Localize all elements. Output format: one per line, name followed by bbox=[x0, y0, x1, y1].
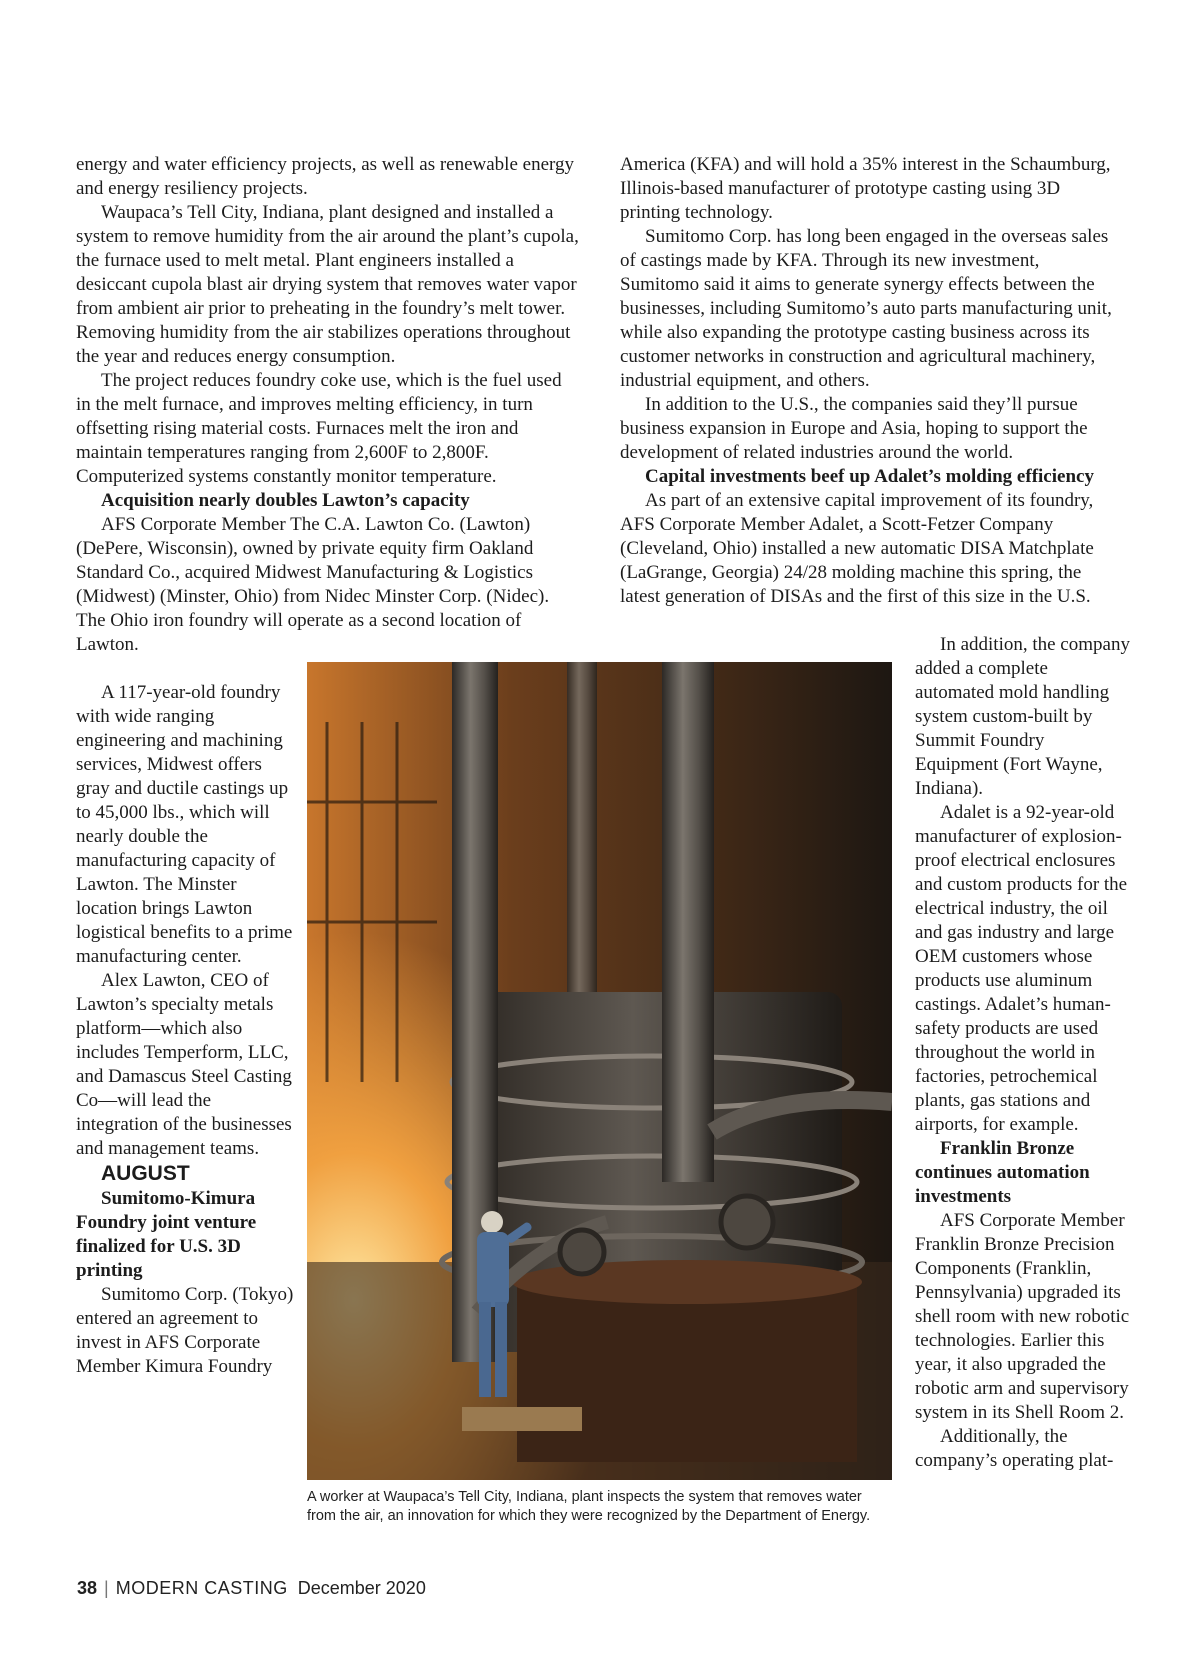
body-paragraph: Waupaca’s Tell City, Indiana, plant designed and installed a system to remove humidity from the air around the plant’s cupola, the furnace used to melt metal. Plant engineers installed a desiccant cupola blast air drying system that removes water vapor from ambient air prior to preheating in the foundry’s melt tower. Removing humidity from the air stabilizes operations throughout the year and reduces energy consumption. bbox=[76, 202, 579, 367]
body-paragraph: AFS Corporate Member The C.A. Lawton Co. (Lawton) (DePere, Wisconsin), owned by private equity firm Oakland Standard Co., acquired Midwest Manufacturing & Logistics (Midwest) (Minster, Ohio) from Nidec Minster Corp. (Nidec). The Ohio iron foundry will operate as a second location of Lawton. bbox=[76, 514, 550, 655]
body-paragraph: The project reduces foundry coke use, which is the fuel used in the melt furnace, and improves melting efficiency, in turn offsetting rising material costs. Furnaces melt the iron and maintain temperatures ranging from 2,600F to 2,800F. Computerized systems constantly monitor temperature. bbox=[76, 370, 562, 487]
photo-caption: A worker at Waupaca’s Tell City, Indiana, plant inspects the system that removes water from the air, an innovation for which they were recognized by the Department of Energy. bbox=[307, 1489, 871, 1524]
body-paragraph: Sumitomo Corp. (Tokyo) entered an agreement to invest in AFS Corporate Member Kimura Foundry bbox=[76, 1284, 294, 1377]
body-paragraph: Alex Lawton, CEO of Lawton’s specialty metals platform—which also includes Temperform, LLC, and Damascus Steel Casting Co—will lead the integration of the businesses and management teams. bbox=[76, 970, 292, 1159]
issue-date: December 2020 bbox=[297, 1578, 426, 1598]
right-column-top bbox=[620, 153, 1123, 609]
magazine-name: MODERN CASTING bbox=[115, 1578, 288, 1598]
body-paragraph: In addition to the U.S., the companies said they’ll pursue business expansion in Europe and Asia, hoping to support the development of related industries around the world. bbox=[620, 394, 1088, 463]
left-column-narrow bbox=[76, 681, 294, 1379]
page-footer bbox=[77, 1578, 426, 1599]
body-paragraph: Additionally, the company’s operating plat- bbox=[915, 1426, 1114, 1471]
body-paragraph: Sumitomo Corp. has long been engaged in the overseas sales of castings made by KFA. Through its new investment, Sumitomo said it aims to generate synergy effects between the businesses, including Sumitomo’s auto parts manufacturing unit, while also expanding the prototype casting business across its customer networks in construction and agricultural machinery, industrial equipment, and others. bbox=[620, 226, 1112, 391]
body-paragraph: In addition, the company added a complete automated mold handling system custom-built by Summit Foundry Equipment (Fort Wayne, Indiana). bbox=[915, 634, 1130, 799]
article-subheading: Sumitomo-Kimura Foundry joint venture finalized for U.S. 3D printing bbox=[76, 1188, 257, 1281]
body-paragraph: America (KFA) and will hold a 35% interest in the Schaumburg, Illinois-based manufacturer of prototype casting using 3D printing technology. bbox=[620, 154, 1111, 223]
article-subheading: Franklin Bronze continues automation investments bbox=[915, 1138, 1090, 1207]
body-paragraph: A 117-year-old foundry with wide ranging engineering and machining services, Midwest offers gray and ductile castings up to 45,000 lbs., which will nearly double the manufacturing capacity of Lawton. The Minster location brings Lawton logistical benefits to a prime manufacturing center. bbox=[76, 682, 293, 967]
foundry-photo bbox=[307, 662, 892, 1480]
body-paragraph: energy and water efficiency projects, as well as renewable energy and energy resiliency projects. bbox=[76, 154, 574, 199]
right-column-narrow bbox=[915, 633, 1130, 1473]
body-paragraph: Adalet is a 92-year-old manufacturer of explosion-proof electrical enclosures and custom products for the electrical industry, the oil and gas industry and large OEM customers whose products use aluminum castings. Adalet’s human-safety products are used throughout the world in factories, petrochemical plants, gas stations and airports, for example. bbox=[915, 802, 1128, 1135]
left-column-top bbox=[76, 153, 579, 657]
section-heading: AUGUST bbox=[101, 1162, 190, 1185]
footer-separator: | bbox=[104, 1578, 109, 1598]
article-subheading: Capital investments beef up Adalet’s molding efficiency bbox=[645, 466, 1094, 487]
body-paragraph: As part of an extensive capital improvement of its foundry, AFS Corporate Member Adalet, a Scott-Fetzer Company (Cleveland, Ohio) installed a new automatic DISA Matchplate (LaGrange, Georgia) 24/28 molding machine this spring, the latest generation of DISAs and the first of this size in the U.S. bbox=[620, 490, 1094, 607]
article-subheading: Acquisition nearly doubles Lawton’s capacity bbox=[101, 490, 470, 511]
body-paragraph: AFS Corporate Member Franklin Bronze Precision Components (Franklin, Pennsylvania) upgraded its shell room with new robotic technologies. Earlier this year, it also upgraded the robotic arm and supervisory system in its Shell Room 2. bbox=[915, 1210, 1130, 1423]
page-number: 38 bbox=[77, 1578, 98, 1598]
